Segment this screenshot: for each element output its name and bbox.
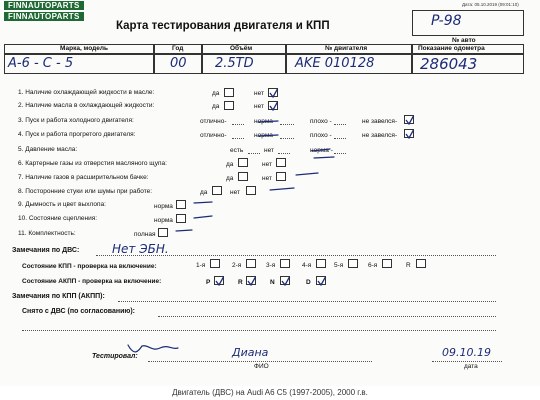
page-title: Карта тестирования двигателя и КПП: [116, 20, 330, 32]
row-11-label: 11. Комплектность:: [18, 230, 76, 237]
signature: Диана: [232, 346, 269, 359]
opt-excellent-3: отлично-: [200, 118, 227, 125]
row-8-label: 8. Посторонние стуки или шумы при работе:: [18, 188, 153, 195]
checkbox-auto-p[interactable]: [214, 276, 224, 285]
row-2-label: 2. Наличие масла в охлаждающей жидкости:: [18, 102, 155, 109]
checkbox-gear-6[interactable]: [382, 259, 392, 268]
opt-not-started-4: не завелся-: [362, 132, 398, 139]
opt-present-5: есть: [230, 147, 244, 154]
gearbox-auto-label: Состояние АКПП - проверка на включение:: [22, 278, 162, 285]
opt-no-7: нет: [262, 175, 272, 182]
opt-yes-2: да: [212, 103, 220, 110]
logo: FINNAUTOPARTS: [4, 1, 84, 10]
check-mark-icon: [317, 277, 327, 286]
row-1-label: 1. Наличие охлаждающей жидкости в масле:: [18, 89, 155, 96]
opt-yes-8: да: [200, 189, 208, 196]
checkbox-auto-r[interactable]: [246, 276, 256, 285]
checkbox-gear-2[interactable]: [246, 259, 256, 268]
col-make-model: Марка, модель: [60, 45, 109, 52]
row-7-label: 7. Наличие газов в расширительном бачке:: [18, 174, 149, 181]
auto-pos-r: R: [238, 279, 243, 286]
opt-normal-3: норма -: [254, 118, 277, 125]
auto-pos-p: P: [206, 279, 211, 286]
auto-pos-d: D: [306, 279, 311, 286]
checkbox-auto-d[interactable]: [316, 276, 326, 285]
opt-yes-6: да: [226, 161, 234, 168]
opt-no-5: нет: [264, 147, 274, 154]
check-mark-icon: [281, 277, 291, 286]
opt-not-started-3: не завелся-: [362, 118, 398, 125]
opt-full-11: полная: [134, 231, 156, 238]
opt-yes-7: да: [226, 175, 234, 182]
opt-bad-3: плохо -: [310, 118, 332, 125]
value-engine-number: AKE 010128: [295, 56, 375, 71]
gear-3: 3-я: [266, 262, 276, 269]
logo: FINNAUTOPARTS: [4, 12, 84, 21]
fio-label: ФИО: [254, 363, 269, 370]
opt-norm-10: норма: [154, 217, 173, 224]
opt-no-6: нет: [262, 161, 272, 168]
value-year: 00: [170, 56, 187, 71]
remarks-engine-label: Замечания по ДВС:: [12, 247, 80, 254]
vehicle-number-label: № авто: [452, 37, 476, 44]
opt-no-8: нет: [230, 189, 240, 196]
date-value: 09.10.19: [442, 346, 491, 359]
gear-5: 5-я: [334, 262, 344, 269]
value-make-model: A-6 - C - 5: [8, 56, 74, 71]
col-volume: Объём: [230, 45, 253, 52]
col-odometer: Показание одометра: [418, 45, 485, 52]
opt-yes-1: да: [212, 90, 220, 97]
auto-pos-n: N: [270, 279, 275, 286]
gear-6: 6-я: [368, 262, 378, 269]
checkbox-gear-4[interactable]: [316, 259, 326, 268]
date-label: дата: [464, 363, 478, 370]
opt-normal-4: норма -: [254, 132, 277, 139]
opt-no-2: нет: [254, 103, 264, 110]
gear-4: 4-я: [302, 262, 312, 269]
checkbox-gear-3[interactable]: [280, 259, 290, 268]
gear-r: R: [406, 262, 411, 269]
row-10-label: 10. Состояние сцепления:: [18, 215, 98, 222]
opt-norm-9: норма: [154, 203, 173, 210]
opt-normal-5: норма -: [310, 147, 333, 154]
col-engine-number: № двигателя: [325, 45, 368, 52]
value-volume: 2.5TD: [215, 56, 254, 71]
row-6-label: 6. Картерные газы из отверстия масляного щупа:: [18, 160, 167, 167]
opt-excellent-4: отлично-: [200, 132, 227, 139]
check-mark-icon: [247, 277, 257, 286]
opt-no-1: нет: [254, 90, 264, 97]
row-9-label: 9. Дымность и цвет выхлопа:: [18, 201, 106, 208]
tested-label: Тестировал:: [92, 353, 138, 360]
image-caption: Двигатель (ДВС) на Audi A6 C5 (1997-2005), 2000 г.в.: [172, 388, 368, 397]
checkbox-gear-1[interactable]: [210, 259, 220, 268]
removed-label: Снято с ДВС (по согласованию):: [22, 308, 136, 315]
date-stamp: Дата: 05.10.2019 (09:01:10): [462, 2, 519, 7]
remarks-engine-value: Нет ЭБН.: [112, 242, 169, 256]
row-5-label: 5. Давление масла:: [18, 146, 78, 153]
opt-bad-4: плохо -: [310, 132, 332, 139]
gear-1: 1-я: [196, 262, 206, 269]
remarks-gearbox-label: Замечания по КПП (АКПП):: [12, 293, 105, 300]
gear-2: 2-я: [232, 262, 242, 269]
check-mark-icon: [215, 277, 225, 286]
checkbox-auto-n[interactable]: [280, 276, 290, 285]
checkbox-gear-r[interactable]: [416, 259, 426, 268]
row-3-label: 3. Пуск и работа холодного двигателя:: [18, 117, 134, 124]
col-year: Год: [172, 45, 184, 52]
row-4-label: 4. Пуск и работа прогретого двигателя:: [18, 131, 136, 138]
value-odometer: 286043: [420, 55, 478, 73]
gearbox-manual-label: Состояние КПП - проверка на включение:: [22, 263, 157, 270]
checkbox-gear-5[interactable]: [348, 259, 358, 268]
vehicle-number-value: P-98: [431, 13, 462, 29]
